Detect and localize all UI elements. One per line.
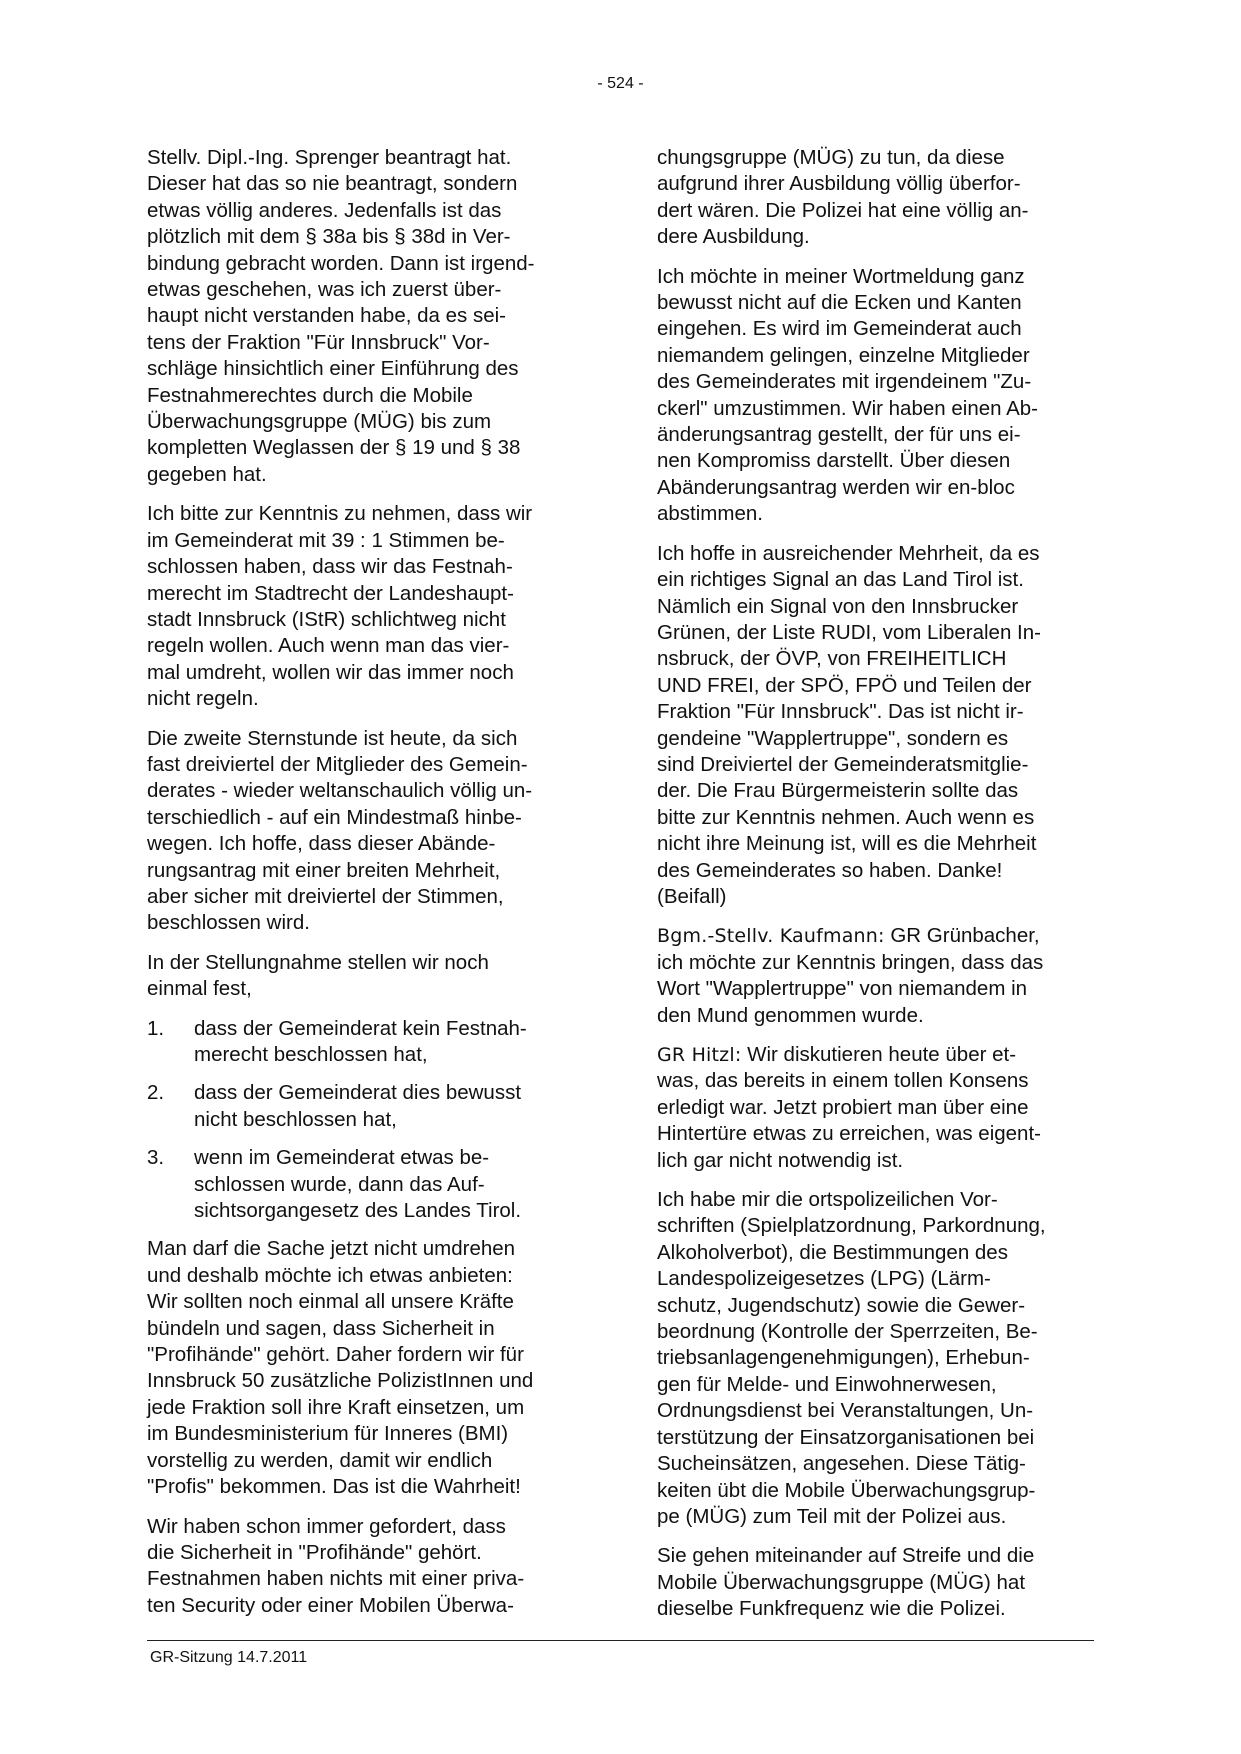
footer-divider [147, 1640, 1094, 1641]
right-column [657, 145, 1087, 1636]
speaker-name: Bgm.-Stellv. Kaufmann: [657, 925, 885, 948]
page-number: - 524 - [597, 75, 644, 92]
numbered-list [147, 1016, 577, 1225]
paragraph: Man darf die Sache jetzt nicht umdrehen und deshalb möchte ich etwas anbieten: Wir sollten noch einmal all unsere Kräfte bündeln und sagen, dass Sicherheit in "Profihände" gehört. Daher fordern wir für Innsbruck 50 zusätzliche PolizistInnen und jede Fraktion soll ihre Kraft einsetzen, um im Bundesministerium für Inneres (BMI) vorstellig zu werden, damit wir endlich "Profis" bekommen. Das ist die Wahrheit! [147, 1237, 534, 1499]
paragraph: chungsgruppe (MÜG) zu tun, da diese aufgrund ihrer Ausbildung völlig überfor- dert wären. Die Polizei hat eine völlig an- dere Ausbildung. [657, 146, 1029, 249]
speech-paragraph [657, 1042, 1087, 1174]
paragraph: Ich habe mir die ortspolizeilichen Vor- schriften (Spielplatzordnung, Parkordnung, Alkoholverbot), die Bestimmungen des Landespolizeigesetzes (LPG) (Lärm- schutz, Jugendschutz) sowie die Gewer- beordnung (Kontrolle der Sperrzeiten, Be- triebsanlagengenehmigungen), Erhebun- gen für Melde- und Einwohnerwesen, Ordnungsdienst bei Veranstaltungen, Un- terstützung der Einsatzorganisationen bei Sucheinsätzen, angesehen. Diese Tätig- keiten übt die Mobile Überwachungsgrup- pe (MÜG) zum Teil mit der Polizei aus. [657, 1188, 1046, 1528]
list-item-number: 2. [147, 1081, 165, 1105]
paragraph: In der Stellungnahme stellen wir noch einmal fest, [147, 950, 489, 1001]
list-item [147, 1080, 577, 1133]
paragraph: Stellv. Dipl.-Ing. Sprenger beantragt hat. Dieser hat das so nie beantragt, sondern etwas völlig anderes. Jedenfalls ist das plötzlich mit dem § 38a bis § 38d in Ver- bindung gebracht worden. Dann ist irgend- etwas geschehen, was ich zuerst über- haupt nicht verstanden habe, da es sei- tens der Fraktion "Für Innsbruck" Vor- schläge hinsichtlich einer Einführung des Festnahmerechtes durch die Mobile Überwachungsgruppe (MÜG) bis zum kompletten Weglassen der § 19 und § 38 gegeben hat. [147, 146, 535, 486]
list-item-number: 3. [147, 1146, 165, 1170]
footer-session-date: GR-Sitzung 14.7.2011 [150, 1649, 308, 1666]
paragraph: Ich bitte zur Kenntnis zu nehmen, dass wir im Gemeinderat mit 39 : 1 Stimmen be- schlossen haben, dass wir das Festnah- merecht im Stadtrecht der Landeshaupt- stadt Innsbruck (IStR) schlichtweg nicht regeln wollen. Auch wenn man das vier- mal umdreht, wollen wir das immer noch nicht regeln. [147, 502, 533, 711]
speaker-name: GR Hitzl: [657, 1044, 742, 1066]
left-column [147, 145, 577, 1632]
paragraph: Ich möchte in meiner Wortmeldung ganz bewusst nicht auf die Ecken und Kanten eingehen. Es wird im Gemeinderat auch niemandem gelingen, einzelne Mitglieder des Gemeinderates mit irgendeinem "Zu- ckerl" umzustimmen. Wir haben einen Ab- änderungsantrag gestellt, der für uns ei- nen Kompromiss darstellt. Über diesen Abänderungsantrag werden wir en-bloc abstimmen. [657, 264, 1038, 526]
paragraph: Die zweite Sternstunde ist heute, da sich fast dreiviertel der Mitglieder des Gemein- derates - wieder weltanschaulich völlig un- terschiedlich - auf ein Mindestmaß hinbe- wegen. Ich hoffe, dass dieser Abände- rungsantrag mit einer breiten Mehrheit, aber sicher mit dreiviertel der Stimmen, beschlossen wird. [147, 726, 533, 935]
list-item [147, 1145, 577, 1224]
paragraph: Sie gehen miteinander auf Streife und die Mobile Überwachungsgruppe (MÜG) hat dieselbe Funkfrequenz wie die Polizei. [657, 1544, 1035, 1621]
speech-text: Wir diskutieren heute über et- was, das bereits in einem tollen Konsens erledigt war. Jetzt probiert man über eine Hintertüre etwas zu erreichen, was eigent- lich gar nicht notwendig ist. [657, 1043, 1041, 1172]
speech-paragraph [657, 923, 1087, 1029]
list-item-text: dass der Gemeinderat kein Festnah- merecht beschlossen hat, [194, 1016, 527, 1066]
list-item-number: 1. [147, 1016, 165, 1040]
speech-text: GR Grünbacher, ich möchte zur Kenntnis bringen, dass das Wort "Wapplertruppe" von niemandem in den Mund genommen wurde. [657, 924, 1044, 1027]
list-item-text: wenn im Gemeinderat etwas be- schlossen wurde, dann das Auf- sichtsorgangesetz des Landes Tirol. [194, 1146, 522, 1223]
list-item [147, 1016, 577, 1069]
paragraph: Wir haben schon immer gefordert, dass die Sicherheit in "Profihände" gehört. Festnahmen haben nichts mit einer priva- ten Security oder einer Mobilen Überwa- [147, 1514, 525, 1617]
list-item-text: dass der Gemeinderat dies bewusst nicht beschlossen hat, [194, 1081, 522, 1131]
paragraph: Ich hoffe in ausreichender Mehrheit, da es ein richtiges Signal an das Land Tirol ist. Nämlich ein Signal von den Innsbrucker Grünen, der Liste RUDI, vom Liberalen In- nsbruck, der ÖVP, von FREIHEITLICH UND FREI, der SPÖ, FPÖ und Teilen der Fraktion "Für Innsbruck". Das ist nicht ir- gendeine "Wapplertruppe", sondern es sind Dreiviertel der Gemeinderatsmitglie- der. Die Frau Bürgermeisterin sollte das bitte zur Kenntnis nehmen. Auch wenn es nicht ihre Meinung ist, will es die Mehrheit des Gemeinderates so haben. Danke! (Beifall) [657, 541, 1041, 908]
